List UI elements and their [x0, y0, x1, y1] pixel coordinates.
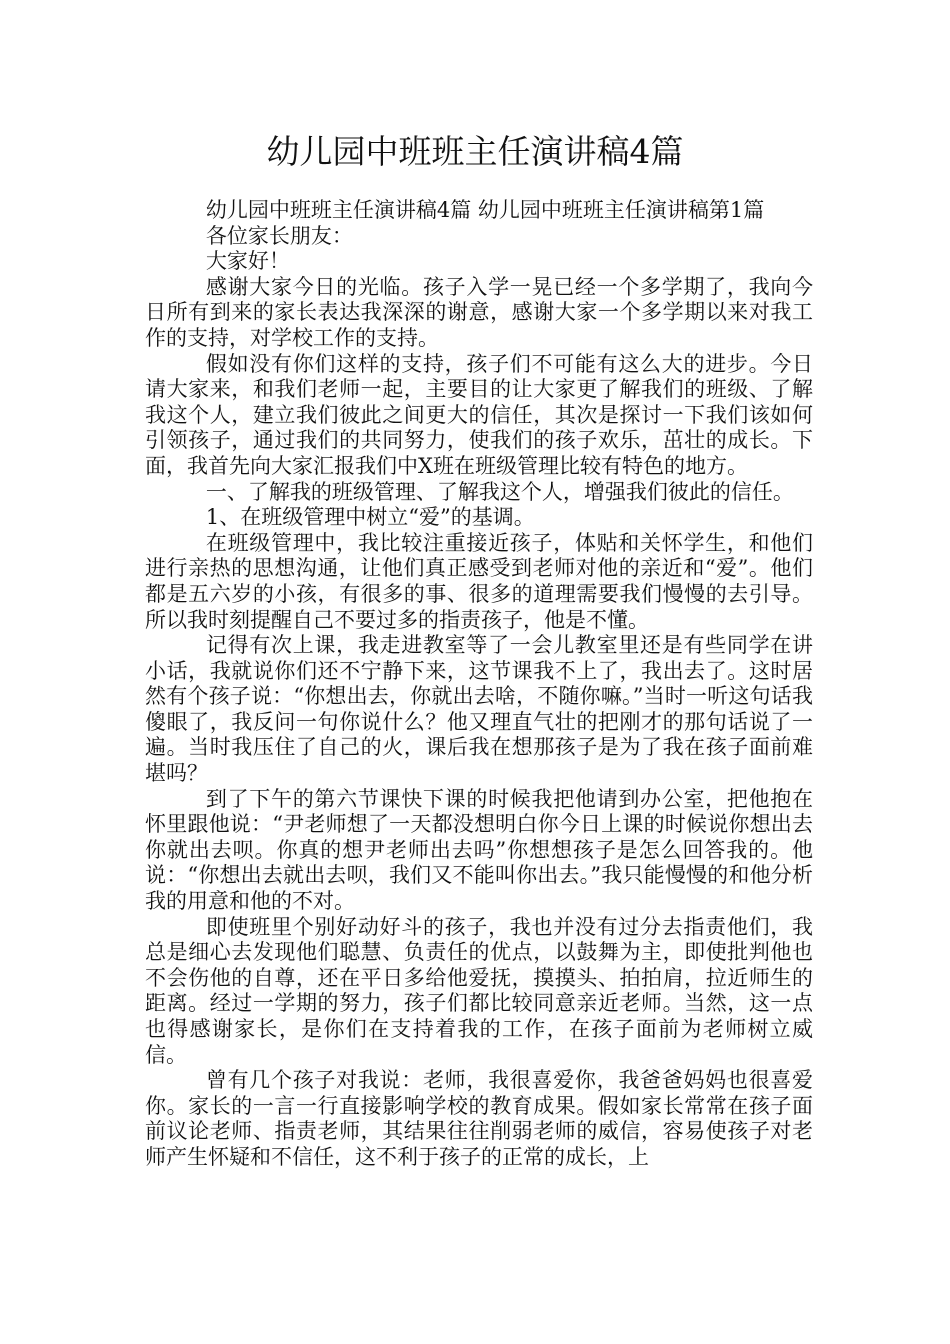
paragraph-salutation: 各位家长朋友：: [205, 223, 353, 248]
paragraph: 记得有次上课，我走进教室等了一会儿教室里还是有些同学在讲小话，我就说你们还不宁静下来，这节课我不上了，我出去了。这时居然有个孩子说：“你想出去，你就出去啥，不随你嘛。”当时一听这句话我傻眼了，我反问一句你说什么？他又理直气壮的把刚才的那句话说了一遍。当时我压住了自己的火，课后我在想那孩子是为了我在孩子面前难堪吗？: [145, 633, 813, 786]
section-heading: 一、了解我的班级管理、了解我这个人，增强我们彼此的信任。: [205, 479, 794, 504]
document-body: [145, 198, 813, 1171]
paragraph: 在班级管理中，我比较注重接近孩子，体贴和关怀学生，和他们进行亲热的思想沟通，让他们真正感受到老师对他的亲近和“爱”。他们都是五六岁的小孩，有很多的事、很多的道理需要我们慢慢的去引导。所以我时刻提醒自己不要过多的指责孩子，他是不懂。: [145, 530, 813, 632]
paragraph-greeting: 大家好！: [205, 249, 290, 274]
document-title: 幼儿园中班班主任演讲稿4篇: [266, 132, 684, 171]
paragraph: 即使班里个别好动好斗的孩子，我也并没有过分去指责他们，我总是细心去发现他们聪慧、负责任的优点，以鼓舞为主，即使批判他也不会伤他的自尊，还在平日多给他爱抚，摸摸头、拍拍肩，拉近师生的距离。经过一学期的努力，孩子们都比较同意亲近老师。当然，这一点也得感谢家长，是你们在支持着我的工作，在孩子面前为老师树立威信。: [145, 914, 813, 1067]
subsection-heading: 1、在班级管理中树立“爱”的基调。: [205, 505, 535, 530]
paragraph-heading-line: 幼儿园中班班主任演讲稿4篇 幼儿园中班班主任演讲稿第1篇: [205, 198, 765, 222]
paragraph: 曾有几个孩子对我说：老师，我很喜爱你，我爸爸妈妈也很喜爱你。家长的一言一行直接影响学校的教育成果。假如家长常常在孩子面前议论老师、指责老师，其结果往往削弱老师的威信，容易使孩子对老师产生怀疑和不信任，这不利于孩子的正常的成长，上: [145, 1068, 813, 1169]
paragraph: 假如没有你们这样的支持，孩子们不可能有这么大的进步。今日请大家来，和我们老师一起，主要目的让大家更了解我们的班级、了解我这个人，建立我们彼此之间更大的信任，其次是探讨一下我们该如何引领孩子，通过我们的共同努力，使我们的孩子欢乐，茁壮的成长。下面，我首先向大家汇报我们中X班在班级管理比较有特色的地方。: [145, 351, 813, 478]
paragraph: 到了下午的第六节课快下课的时候我把他请到办公室，把他抱在怀里跟他说：“尹老师想了一天都没想明白你今日上课的时候说你想出去你就出去呗。你真的想尹老师出去吗”你想想孩子是怎么回答我的。他说：“你想出去就出去呗，我们又不能叫你出去。”我只能慢慢的和他分析我的用意和他的不对。: [145, 786, 813, 914]
paragraph: 感谢大家今日的光临。孩子入学一晃已经一个多学期了，我向今日所有到来的家长表达我深深的谢意，感谢大家一个多学期以来对我工作的支持，对学校工作的支持。: [145, 274, 813, 350]
